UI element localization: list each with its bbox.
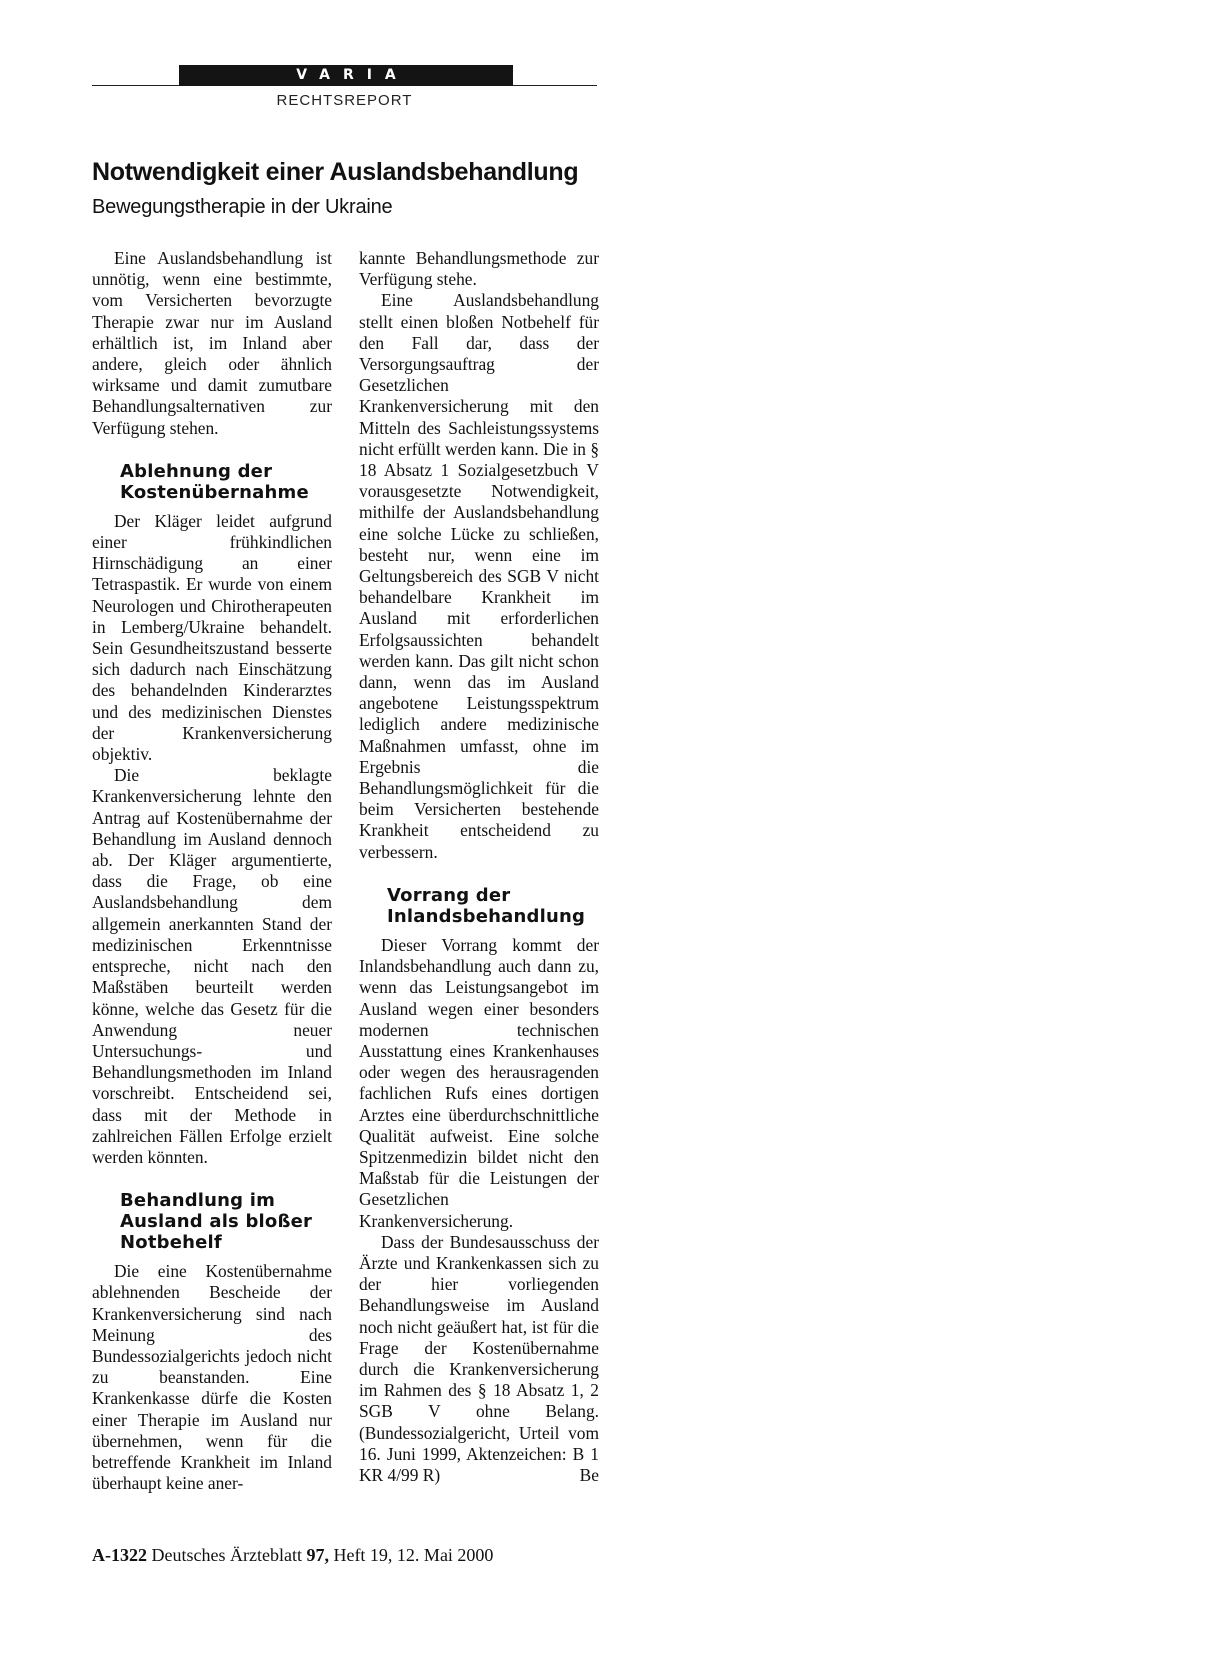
section-heading: Ablehnung der Kostenübernahme [120, 460, 309, 503]
body-paragraph: Eine Auslandsbehandlung stellt einen bloßen Notbehelf für den Fall dar, dass der Versorgungsauftrag der Gesetzlichen Krankenversicherung mit den Mitteln des Sachleistungssystems nicht erfüllt werden kann. Die in § 18 Absatz 1 Sozialgesetzbuch V vorausgesetzte Notwendigkeit, mithilfe der Auslandsbehandlung eine solche Lücke zu schließen, besteht nur, wenn eine im Geltungsbereich des SGB V nicht behandelbare Krankheit im Ausland mit erforderlichen Erfolgsaussichten behandelt werden kann. Das gilt nicht schon dann, wenn das im Ausland angebotene Leistungsspektrum lediglich andere medizinische Maßnahmen umfasst, ohne im Ergebnis die Behandlungsmöglichkeit für die beim Versicherten bestehende Krankheit entscheidend zu verbessern. [359, 290, 600, 862]
subsection-label: RECHTSREPORT [276, 92, 413, 109]
journal-volume: 97, [306, 1545, 329, 1565]
journal-issue: Heft 19, 12. Mai 2000 [333, 1545, 494, 1565]
journal-name: Deutsches Ärzteblatt [151, 1545, 302, 1565]
closing-text: Dass der Bundesausschuss der Ärzte und Krankenkassen sich zu der hier vorliegenden Behandlungsweise im Ausland noch nicht geäußert hat, ist für die Frage der Kostenübernahme durch die Krankenversicherung im Rahmen des § 18 Absatz 1, 2 SGB V ohne Belang. (Bundessozialgericht, Urteil vom 16. Juni 1999, Aktenzeichen: B 1 KR 4/99 R) [359, 1231, 599, 1485]
article-title: Notwendigkeit einer Auslandsbehandlung [92, 158, 579, 186]
right-column [359, 248, 599, 1486]
body-paragraph: Die beklagte Krankenversicherung lehnte den Antrag auf Kostenübernahme der Behandlung im Ausland dennoch ab. Der Kläger argumentierte, dass die Frage, ob eine Auslandsbehandlung dem allgemein anerkannten Stand der medizinischen Erkenntnisse entspreche, nicht nach den Maßstäben beurteilt werden könne, welche das Gesetz für die Anwendung neuer Untersuchungs- und Behandlungsmethoden im Inland vorschreibt. Entscheidend sei, dass mit der Methode in zahlreichen Fällen Erfolge erzielt werden könnten. [92, 765, 332, 1167]
body-paragraph: Dieser Vorrang kommt der Inlandsbehandlung auch dann zu, wenn das Leistungsangebot im Ausland wegen einer besonders modernen technischen Ausstattung eines Krankenhauses oder wegen des herausragenden fachlichen Rufs eines dortigen Arztes eine überdurchschnittliche Qualität aufweist. Eine solche Spitzenmedizin bildet nicht den Maßstab für die Leistungen der Gesetzlichen Krankenversicherung. [359, 934, 599, 1231]
body-paragraph: kannte Behandlungsmethode zur Verfügung stehe. [359, 248, 599, 290]
author-signature: Be [579, 1464, 599, 1485]
body-paragraph: Der Kläger leidet aufgrund einer frühkindlichen Hirnschädigung an einer Tetraspastik. Er wurde von einem Neurologen und Chirotherapeuten in Lemberg/Ukraine behandelt. Sein Gesundheitszustand besserte sich dadurch nach Einschätzung des behandelnden Kinderarztes und des medizinischen Dienstes der Krankenversicherung objektiv. [92, 510, 332, 765]
section-heading: Vorrang der Inlandsbehandlung [387, 884, 586, 927]
page-footer [92, 1545, 652, 1566]
body-paragraph [359, 1232, 599, 1486]
section-heading: Behandlung im Ausland als bloßer Notbehelf [120, 1190, 313, 1254]
page-number: A-1322 [92, 1545, 147, 1565]
body-paragraph: Die eine Kostenübernahme ablehnenden Bescheide der Krankenversicherung sind nach Meinung des Bundessozialgerichts jedoch nicht zu beanstanden. Eine Krankenkasse dürfe die Kosten einer Therapie im Ausland nur übernehmen, wenn für die betreffende Krankheit im Inland überhaupt keine aner- [92, 1261, 332, 1494]
intro-paragraph: Eine Auslandsbehandlung ist unnötig, wenn eine bestimmte, vom Versicherten bevorzugte Therapie zwar nur im Ausland erhältlich ist, im Inland aber andere, gleich oder ähnlich wirksame und damit zumutbare Behandlungsalternativen zur Verfügung stehen. [92, 248, 332, 438]
section-label: VARIA [179, 65, 513, 86]
article-subtitle: Bewegungstherapie in der Ukraine [92, 196, 393, 218]
left-column [92, 248, 332, 1494]
